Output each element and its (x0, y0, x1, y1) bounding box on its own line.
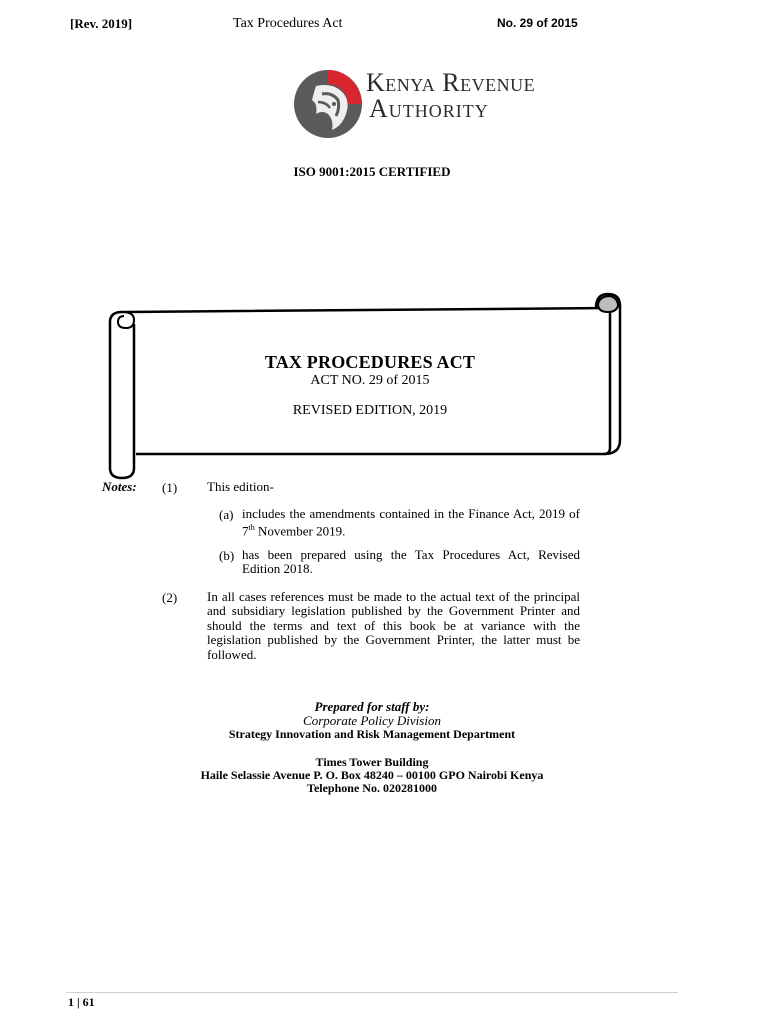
note-1b-text: has been prepared using the Tax Procedures Act, Revised Edition 2018. (242, 547, 580, 577)
act-number: ACT NO. 29 of 2015 (310, 373, 430, 388)
note-1b-letter: (b) (219, 548, 235, 563)
note-1a-letter: (a) (219, 507, 234, 522)
header-number: No. 29 of 2015 (497, 16, 578, 30)
telephone-number: Telephone No. 020281000 (307, 781, 437, 795)
note-1a-text (242, 507, 580, 539)
department-name: Strategy Innovation and Risk Management Department (228, 727, 516, 741)
note-1a-sup: th (248, 523, 255, 533)
note-2-text: In all cases references must be made to the actual text of the principal and subsidiary legislation published by the Government Printer and should the terms and text of this book be at variance with the legislation published by the Government Printer, the latter must be followed. (207, 589, 580, 662)
revised-edition: REVISED EDITION, 2019 (292, 403, 448, 418)
logo-text-line2: Authority (369, 94, 489, 123)
prepared-for-label: Prepared for staff by: (314, 699, 430, 714)
iso-certification: ISO 9001:2015 CERTIFIED (293, 164, 451, 179)
postal-address: Haile Selassie Avenue P. O. Box 48240 – 00100 GPO Nairobi Kenya (200, 768, 544, 782)
note-number-1: (1) (162, 480, 178, 495)
logo-text-line1: Kenya Revenue (366, 68, 536, 97)
note-1a-text-main: includes the amendments contained in the Finance Act, 2019 of 7 (242, 506, 580, 539)
note-1a-text-end: November 2019. (254, 523, 346, 539)
header-revision: [Rev. 2019] (70, 16, 133, 31)
notes-label: Notes: (102, 479, 137, 494)
building-name: Times Tower Building (315, 755, 429, 769)
note-1-intro: This edition- (207, 479, 274, 494)
lion-emblem-icon (288, 64, 368, 144)
division-name: Corporate Policy Division (303, 713, 441, 728)
header-title: Tax Procedures Act (233, 16, 343, 31)
note-number-2: (2) (162, 590, 178, 605)
kra-logo (274, 56, 604, 146)
act-title: TAX PROCEDURES ACT (264, 352, 476, 372)
footer-divider (66, 992, 678, 993)
page-number: 1 | 61 (68, 995, 95, 1009)
